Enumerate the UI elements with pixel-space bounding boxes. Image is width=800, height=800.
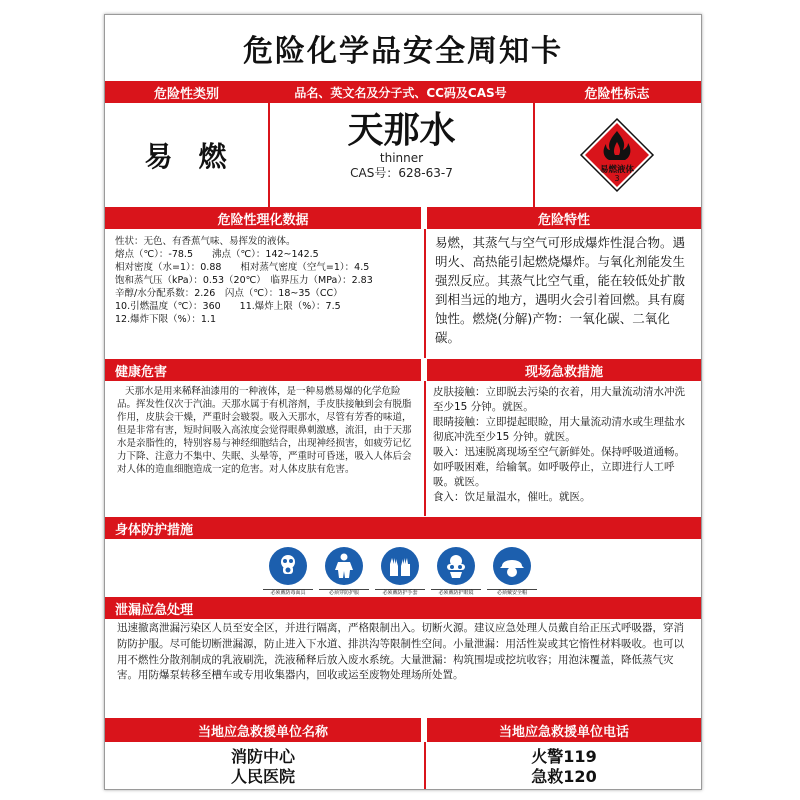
unit-names [105, 747, 421, 787]
goggles-icon [437, 547, 475, 585]
product-name-cn: 天那水 [347, 110, 456, 151]
phone-ambulance: 急救120 [531, 767, 597, 786]
ppe-item [431, 547, 481, 598]
unit-phone-header: 当地应急救援单位电话 [427, 718, 701, 742]
first-aid-header: 现场急救措施 [427, 359, 701, 381]
divider [533, 103, 535, 207]
ppe-item [319, 547, 369, 598]
unit-name-header: 当地应急救援单位名称 [105, 718, 421, 742]
physchem-line: 12.爆炸下限（%）：1.1 [115, 314, 216, 325]
unit-hospital: 人民医院 [230, 767, 295, 786]
physchem-data [115, 235, 420, 326]
protective-suit-icon [325, 547, 363, 585]
hazard-class-header: 危险性类别 [153, 86, 219, 102]
hazard-sign-header: 危险性标志 [584, 86, 650, 102]
ppe-label: 必须戴防毒面具 [263, 589, 313, 598]
first-aid-list [433, 385, 695, 505]
unit-fire-center: 消防中心 [230, 747, 295, 766]
ppe-label: 必须穿防护服 [319, 589, 369, 598]
leak-header: 泄漏应急处理 [105, 597, 701, 619]
cas-number: CAS号：628-63-7 [350, 166, 453, 180]
product-name-en: thinner [379, 151, 424, 165]
safety-card [104, 14, 702, 790]
first-aid-inhalation: 吸入：迅速脱离现场至空气新鲜处。保持呼吸道通畅。如呼吸困难，给输氧。如呼吸停止，立即进行人工呼吸。就医。 [433, 446, 685, 488]
hazard-props-header: 危险特性 [427, 207, 701, 229]
divider [424, 381, 426, 516]
phone-fire: 火警119 [531, 747, 597, 766]
gloves-icon [381, 547, 419, 585]
health-header: 健康危害 [105, 359, 421, 381]
unit-phones [427, 747, 701, 787]
hazard-class-value: 易燃 [144, 140, 253, 173]
physchem-line: 性状：无色、有香蕉气味、易挥发的液体。 [115, 236, 296, 247]
helmet-icon [493, 547, 531, 585]
ppe-label: 必须戴安全帽 [487, 589, 537, 598]
sign-class-number: 3 [614, 174, 620, 183]
ppe-label: 必须戴防护眼镜 [431, 589, 481, 598]
physchem-header: 危险性理化数据 [105, 207, 421, 229]
ppe-item [263, 547, 313, 598]
first-aid-skin: 皮肤接触：立即脱去污染的衣着，用大量流动清水冲洗至少15 分钟。就医。 [433, 386, 685, 413]
product-info [270, 111, 533, 207]
ppe-item [487, 547, 537, 598]
physchem-line: 饱和蒸气压（kPa）：0.53（20℃） 临界压力（MPa）：2.83 [115, 275, 373, 286]
protection-header: 身体防护措施 [105, 517, 701, 539]
ppe-row [105, 539, 701, 595]
physchem-line: 10.引燃温度（℃）：360 11.爆炸上限（%）：7.5 [115, 301, 341, 312]
gas-mask-icon [269, 547, 307, 585]
ppe-label: 必须戴防护手套 [375, 589, 425, 598]
hazard-props-text: 易燃，其蒸气与空气可形成爆炸性混合物。遇明火、高热能引起燃烧爆炸。与氧化剂能发生强烈反应。其蒸气比空气重，能在较低处扩散到相当远的地方，遇明火会引着回燃。具有腐蚀性。燃烧(分解)产物：一氧化碳、二氧化碳。 [435, 235, 686, 345]
divider [424, 229, 426, 358]
sign-text: 易燃液体 [599, 165, 634, 175]
physchem-line: 熔点（℃）：-78.5 沸点（℃）：142~142.5 [115, 249, 319, 260]
divider [424, 742, 426, 789]
flammable-liquid-sign [579, 117, 655, 193]
first-aid-ingestion: 食入：饮足量温水，催吐。就医。 [433, 491, 591, 503]
physchem-line: 相对密度（水=1）：0.88 相对蒸气密度（空气=1）：4.5 [115, 262, 370, 273]
health-text: 天那水是用来稀释油漆用的一种液体，是一种易燃易爆的化学危险品。挥发性仅次于汽油。天那水属于有机溶剂，手皮肤接触到会有脱脂作用，皮肤会干燥，严重时会皲裂。吸入天那水，尽管有芳香的味道，但是非常有害，短时间吸入高浓度会觉得眼鼻刺激感，流泪，由于天那水是亲脂性的，特别容易与神经细胞结合，出现神经损害，如疲劳记忆力下降、注意力不集中、失眠、头晕等，严重时可昏迷，吸入人体后会对人体的造血细胞造成一定的危害。对人体皮肤有危害。 [117, 386, 412, 475]
leak-text: 迅速撤离泄漏污染区人员至安全区，并进行隔离，严格限制出入。切断火源。建议应急处理人员戴自给正压式呼吸器，穿消防防护服。尽可能切断泄漏源，防止进入下水道、排洪沟等限制性空间。小量泄漏：用活性炭或其它惰性材料吸收。也可以用不燃性分散剂制成的乳液刷洗，洗液稀释后放入废水系统。大量泄漏：构筑围堤或挖坑收容；用泡沫覆盖，降低蒸气灾害。用防爆泵转移至槽车或专用收集器内，回收或运至废物处理场所处置。 [117, 622, 684, 682]
card-title: 危险化学品安全周知卡 [243, 34, 563, 69]
product-header: 品名、英文名及分子式、CC码及CAS号 [294, 85, 507, 100]
first-aid-eyes: 眼睛接触：立即提起眼睑，用大量流动清水或生理盐水彻底冲洗至少15 分钟。就医。 [433, 416, 685, 443]
physchem-line: 辛醇/水分配系数：2.26 闪点（℃）：18~35（CC） [115, 288, 343, 299]
ppe-item [375, 547, 425, 598]
